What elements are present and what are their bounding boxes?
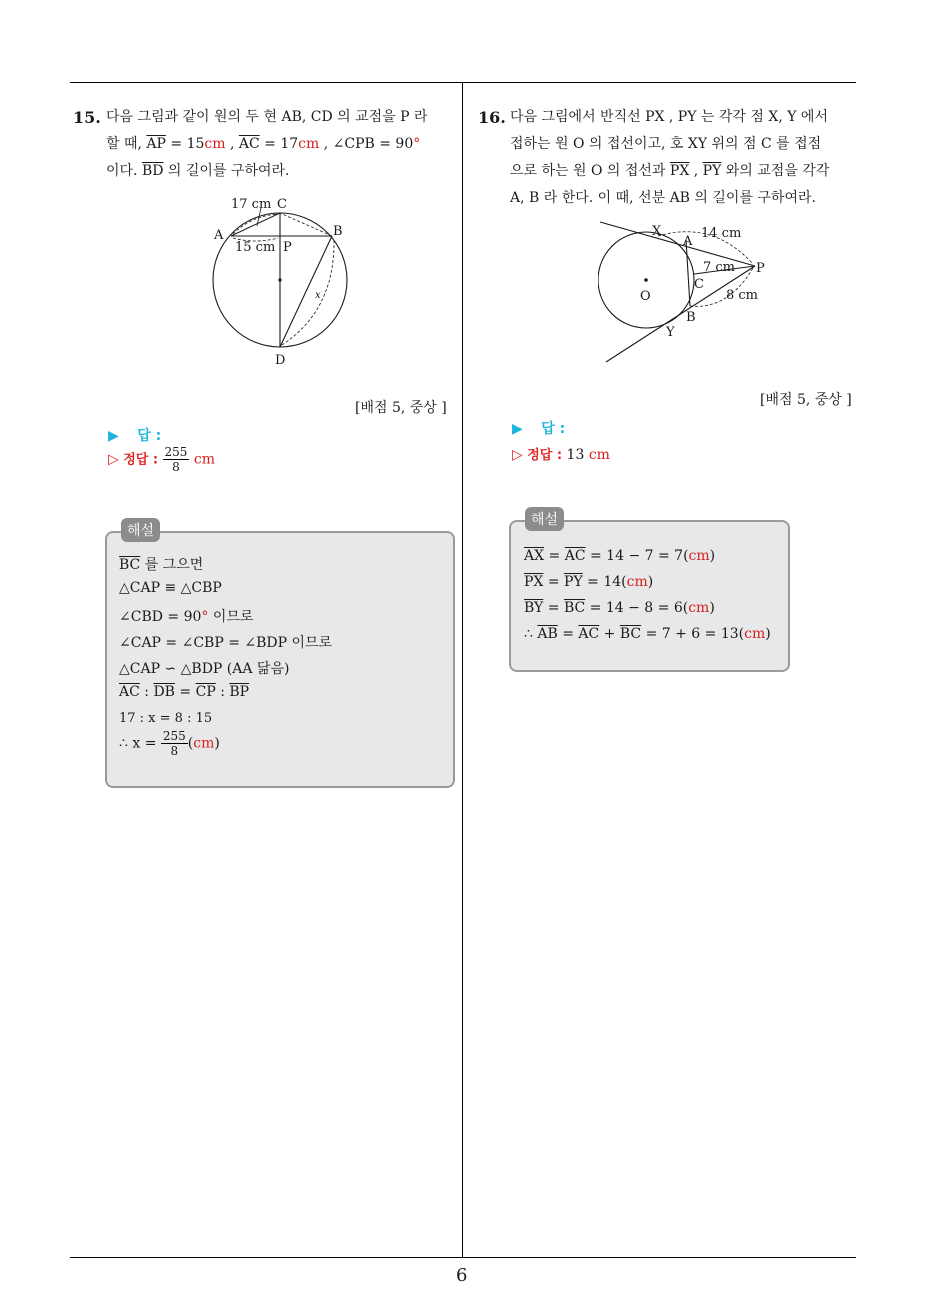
text: 와의 교점을 각각 <box>721 163 830 179</box>
page-number: 6 <box>456 1265 468 1286</box>
label-15cm: 15 cm <box>235 240 276 255</box>
label-b: B <box>686 310 696 325</box>
degree: ° <box>201 609 209 625</box>
unit: cm <box>588 447 610 463</box>
q16-figure <box>598 218 778 366</box>
text: 할 때, <box>106 136 147 152</box>
correct-arrow-icon: ▷ <box>108 451 119 468</box>
answer-label: 답 : <box>541 421 566 437</box>
text: ∴ x = <box>119 735 161 752</box>
question-line <box>106 131 456 158</box>
label-a: A <box>683 234 693 249</box>
label-y: Y <box>666 325 675 340</box>
text: ∠CBD = 90 <box>119 609 202 625</box>
segment: $\overline{BY}$ <box>524 600 544 616</box>
explanation-box <box>509 512 790 672</box>
segment: $\overline{BC}$ <box>119 557 141 573</box>
text: = 7 + 6 = 13( <box>641 626 745 642</box>
question-line <box>510 158 860 185</box>
explanation-line <box>119 606 253 626</box>
explanation-line: 17 : x = 8 : 15 <box>119 711 213 726</box>
tangent-ab <box>686 240 690 306</box>
segment-ac <box>231 213 280 236</box>
numerator: 255 <box>164 445 188 459</box>
fraction <box>161 729 188 758</box>
segment: $\overline{BP}$ <box>229 684 250 700</box>
segment: $\overline{BC}$ <box>563 600 586 616</box>
correct-value: 13 <box>566 447 585 463</box>
center-dot <box>278 278 281 281</box>
segment: $\overline{CP}$ <box>195 684 216 700</box>
label-p: P <box>756 261 765 276</box>
label-17cm: 17 cm <box>231 197 272 212</box>
segment: $\overline{PX}$ <box>524 574 544 590</box>
text: ) <box>647 574 654 590</box>
label-o: O <box>640 289 651 304</box>
unit: cm <box>626 574 648 590</box>
explanation-tag: 해설 <box>525 507 564 531</box>
unit: cm <box>193 451 216 468</box>
text: , <box>689 163 703 179</box>
correct-fraction <box>163 445 190 474</box>
correct-row <box>108 445 215 474</box>
text: , ∠CPB = 90 <box>319 136 414 152</box>
text: ∴ <box>524 626 538 642</box>
explanation-line: ∴ x = $\frac{255}{8}$ (cm) <box>119 729 220 758</box>
text: ) <box>709 600 715 616</box>
explanation-line: △CAP ∽ △BDP (AA 닮음) <box>119 661 290 677</box>
q15-figure <box>205 192 365 372</box>
top-rule <box>70 82 856 83</box>
explanation-tag: 해설 <box>121 518 160 542</box>
text: = 15 <box>165 136 205 152</box>
text: 를 그으면 <box>140 557 204 573</box>
answer-row <box>512 418 565 438</box>
explanation-line <box>119 554 203 574</box>
segment: $\overline{AB}$ <box>537 626 558 642</box>
segment: $\overline{AX}$ <box>524 548 545 564</box>
question-number: 16. <box>478 108 506 127</box>
text: = 17 <box>259 136 299 152</box>
text: ) <box>709 548 716 564</box>
correct-row <box>512 444 610 463</box>
explanation-line: ∠CAP = ∠CBP = ∠BDP 이므로 <box>119 635 333 651</box>
segment: $\overline{AC}$ <box>119 684 140 700</box>
label-b: B <box>333 224 343 239</box>
numerator: 255 <box>162 729 186 743</box>
explanation-line: ∴ $\overline{AB} = \overline{AC} + \overline{BC} = 7 + 6 = 13(cm)$ <box>524 626 771 642</box>
segment-ap: $\overline{AP}$ <box>146 136 166 152</box>
segment: $\overline{BC}$ <box>619 626 642 642</box>
question-line: 다음 그림과 같이 원의 두 현 AB, CD 의 교점을 P 라 <box>106 109 428 125</box>
question-text <box>510 104 860 212</box>
denominator: 8 <box>170 744 179 758</box>
answer-arrow-icon: ▶ <box>108 428 119 444</box>
center-dot <box>644 278 648 282</box>
label-d: D <box>275 353 286 368</box>
question-line: 다음 그림에서 반직선 PX , PY 는 각각 점 X, Y 에서 <box>510 109 828 125</box>
explanation-line: $\overline{BY} = \overline{BC} = 14 - 8 = 6(cm)$ <box>524 600 715 616</box>
question-text <box>106 104 456 185</box>
label-x: x <box>315 290 321 301</box>
correct-label: 정답 : <box>527 448 563 463</box>
text: = 14 − 7 = 7( <box>585 548 689 564</box>
explanation-box <box>105 523 455 788</box>
text: = 14( <box>582 574 627 590</box>
segment: $\overline{PY}$ <box>564 574 583 590</box>
unit: cm <box>204 136 226 152</box>
explanation-line: △CAP ≡ △CBP <box>119 580 222 596</box>
correct-label: 정답 : <box>123 452 159 468</box>
segment: $\overline{AC}$ <box>564 548 586 564</box>
answer-label: 답 : <box>137 428 162 444</box>
text: 이다. <box>106 163 142 179</box>
label-c: C <box>694 277 704 292</box>
ray-px: $\overline{PX}$ <box>669 163 690 179</box>
text: 의 길이를 구하여라. <box>163 163 290 179</box>
text: , <box>225 136 239 152</box>
segment: $\overline{DB}$ <box>153 684 175 700</box>
question-number: 15. <box>73 108 101 127</box>
unit: cm <box>298 136 320 152</box>
correct-arrow-icon: ▷ <box>512 447 523 463</box>
label-14cm: 14 cm <box>701 226 742 241</box>
label-p: P <box>283 240 292 255</box>
question-line: 접하는 원 O 의 접선이고, 호 XY 위의 점 C 를 접점 <box>510 136 822 152</box>
answer-row <box>108 425 161 445</box>
segment: $\overline{AC}$ <box>578 626 600 642</box>
unit: cm <box>193 735 215 752</box>
explanation-line: $\overline{PX} = \overline{PY} = 14(cm)$ <box>524 574 654 590</box>
label-c: C <box>277 197 287 212</box>
question-line <box>106 158 456 185</box>
score: [배점 5, 중상 ] <box>355 400 447 416</box>
explanation-line: $\overline{AC}$ : $\overline{DB} = \overline{CP}$ : $\overline{BP}$ <box>119 684 250 700</box>
score: [배점 5, 중상 ] <box>760 392 852 408</box>
label-a: A <box>214 228 224 243</box>
segment-ac: $\overline{AC}$ <box>238 136 260 152</box>
explanation-line: $\overline{AX} = \overline{AC} = 14 - 7 = 7(cm)$ <box>524 548 716 564</box>
column-divider <box>462 82 463 1258</box>
label-8cm: 8 cm <box>726 288 759 303</box>
text: 으로 하는 원 O 의 접선과 <box>510 163 670 179</box>
degree: ° <box>413 136 421 152</box>
unit: cm <box>744 626 766 642</box>
unit: cm <box>688 548 710 564</box>
text: = 14 − 8 = 6( <box>585 600 689 616</box>
text: ) <box>765 626 771 642</box>
bottom-rule <box>70 1257 856 1258</box>
text: 이므로 <box>208 609 254 625</box>
answer-arrow-icon: ▶ <box>512 421 523 437</box>
label-7cm: 7 cm <box>703 260 736 275</box>
denominator: 8 <box>172 460 180 474</box>
question-line: A, B 라 한다. 이 때, 선분 AB 의 길이를 구하여라. <box>510 190 816 206</box>
ray-py: $\overline{PY}$ <box>702 163 722 179</box>
label-x: X <box>652 224 662 239</box>
tangent-py <box>606 266 755 362</box>
segment-bd: $\overline{BD}$ <box>141 163 164 179</box>
segment-bc <box>280 213 332 236</box>
unit: cm <box>688 600 710 616</box>
